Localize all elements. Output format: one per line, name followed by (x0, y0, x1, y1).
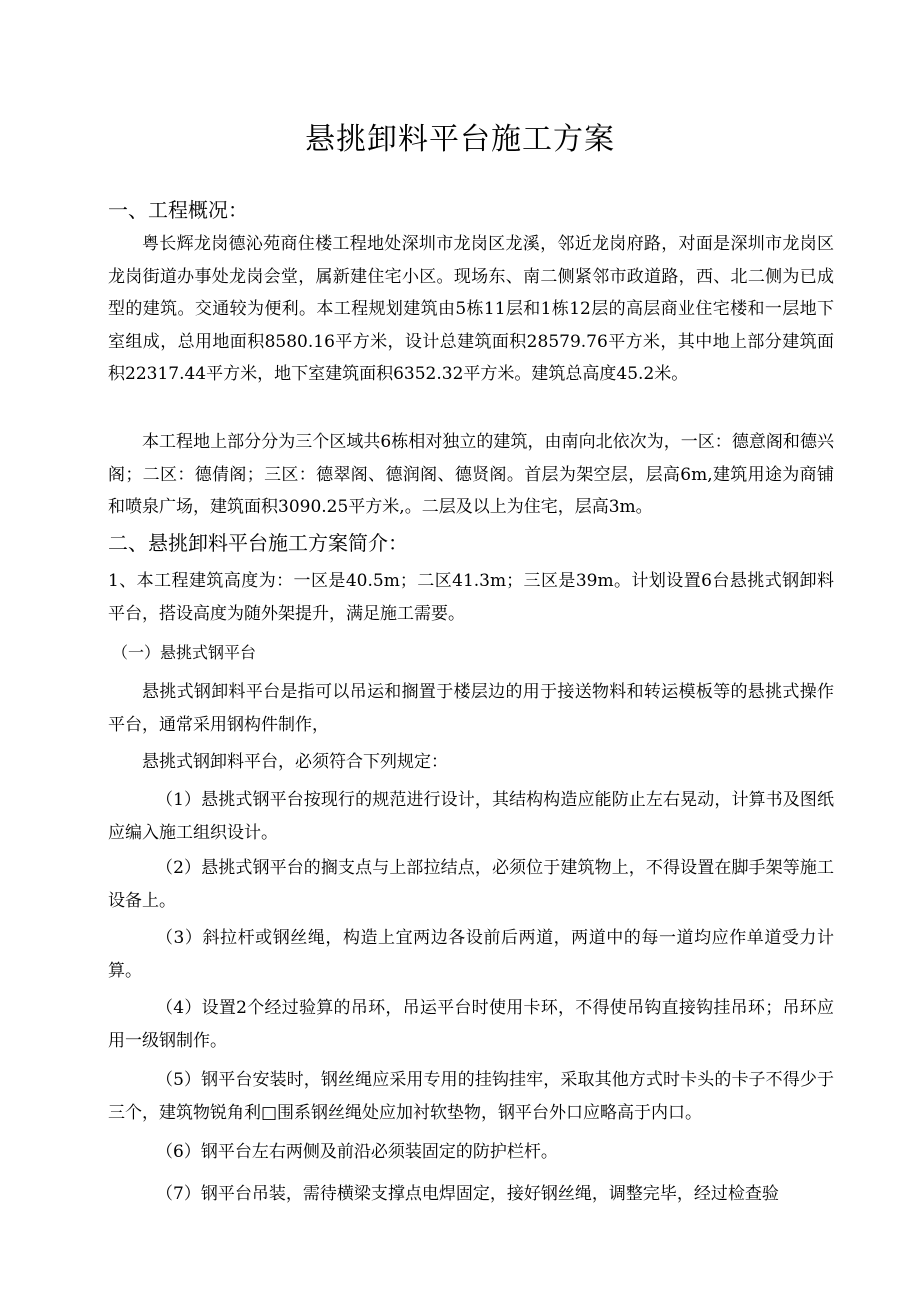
section-heading-plan: 二、悬挑卸料平台施工方案简介： (108, 531, 408, 555)
list-item: （5）钢平台安装时，钢丝绳应采用专用的挂钩挂牢，采取其他方式时卡头的卡子不得少于三个，建筑物锐角利□围系钢丝绳处应加衬软垫物，钢平台外口应略高于内口。 (108, 1070, 834, 1123)
paragraph-overview-1: 粤长辉龙岗德沁苑商住楼工程地处深圳市龙岗区龙溪，邻近龙岗府路，对面是深圳市龙岗区龙岗街道办事处龙岗会堂，属新建住宅小区。现场东、南二侧紧邻市政道路，西、北二侧为已成型的建筑。交通较为便利。本工程规划建筑由5栋11层和1栋12层的高层商业住宅楼和一层地下室组成，总用地面积8580.16平方米，设计总建筑面积28579.76平方米，其中地上部分建筑面积22317.44平方米，地下室建筑面积6352.32平方米。建筑总高度45.2米。 (108, 234, 834, 384)
document-title: 悬挑卸料平台施工方案 (305, 122, 615, 157)
subheading-cantilever-platform: （一）悬挑式钢平台 (112, 643, 257, 662)
list-item: （2）悬挑式钢平台的搁支点与上部拉结点，必须位于建筑物上，不得设置在脚手架等施工设备上。 (108, 858, 834, 911)
paragraph-plan-3: 悬挑式钢卸料平台，必须符合下列规定： (142, 752, 448, 772)
paragraph-overview-2: 本工程地上部分分为三个区域共6栋相对独立的建筑，由南向北依次为，一区：德意阁和德兴阁；二区：德倩阁；三区：德翠阁、德润阁、德贤阁。首层为架空层，层高6m,建筑用途为商铺和喷泉广场，建筑面积3090.25平方米,。二层及以上为住宅，层高3m。 (108, 432, 834, 517)
paragraph-plan-2: 悬挑式钢卸料平台是指可以吊运和搁置于楼层边的用于接送物料和转运模板等的悬挑式操作平台，通常采用钢构件制作， (108, 682, 834, 735)
section-heading-overview: 一、工程概况： (108, 198, 248, 222)
list-item: （6）钢平台左右两侧及前沿必须装固定的防护栏杆。 (156, 1142, 558, 1162)
list-item: （3）斜拉杆或钢丝绳，构造上宜两边各设前后两道，两道中的每一道均应作单道受力计算。 (108, 928, 834, 981)
list-item: （1）悬挑式钢平台按现行的规范进行设计，其结构构造应能防止左右晃动，计算书及图纸应编入施工组织设计。 (108, 790, 834, 843)
list-item: （4）设置2个经过验算的吊环，吊运平台时使用卡环，不得使吊钩直接钩挂吊环；吊环应用一级钢制作。 (108, 998, 834, 1051)
paragraph-plan-1: 1、本工程建筑高度为：一区是40.5m；二区41.3m；三区是39m。计划设置6台悬挑式钢卸料平台，搭设高度为随外架提升，满足施工需要。 (108, 571, 834, 624)
list-item: （7）钢平台吊装，需待横梁支撑点电焊固定，接好钢丝绳，调整完毕，经过检查验 (156, 1184, 779, 1204)
